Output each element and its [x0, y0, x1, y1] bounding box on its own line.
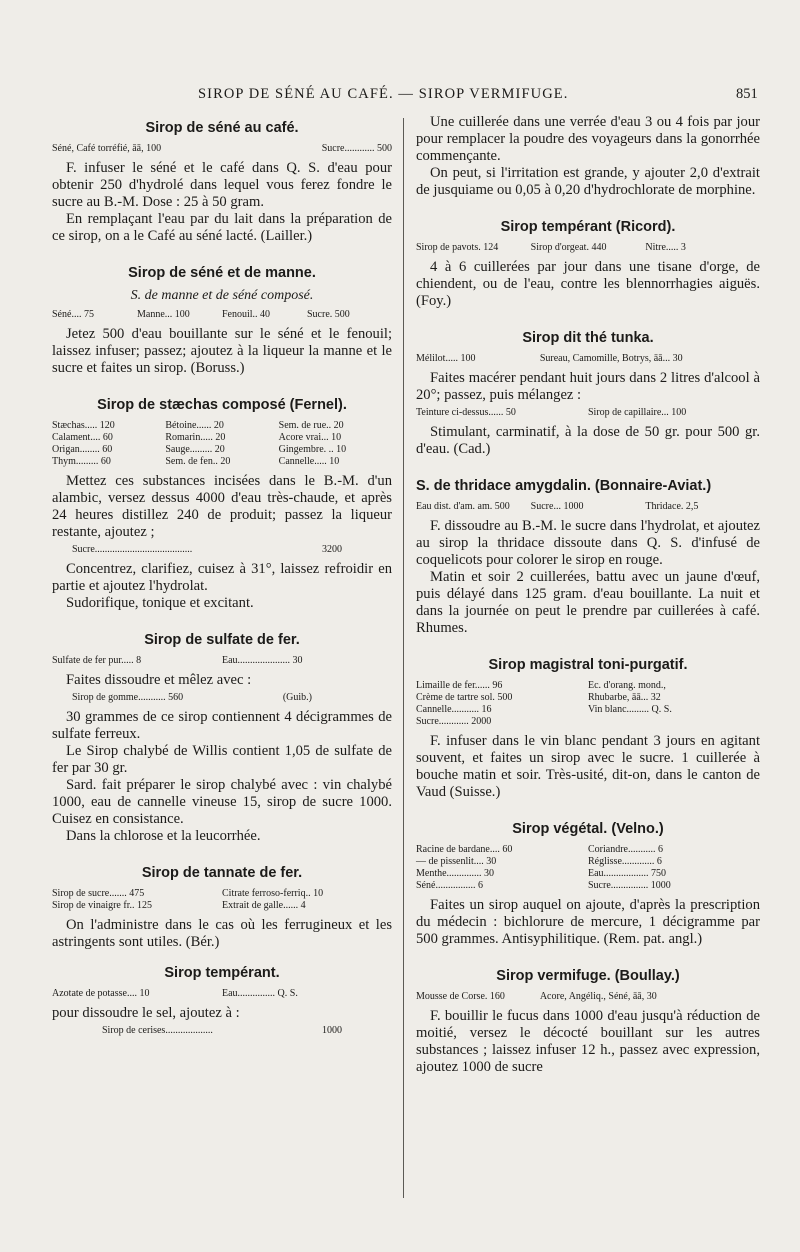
ingredient: Sureau, Camomille, Botrys, āā... 30	[539, 353, 683, 364]
ingredient-qty: 3200	[322, 544, 342, 555]
ingredient: Sucre.......................................	[72, 544, 193, 555]
recipe-vegetal	[416, 821, 760, 948]
page-number: 851	[736, 86, 758, 102]
paragraph: On l'administre dans le cas où les ferrugineux et les astringents sont utiles. (Bér.)	[52, 917, 392, 950]
ingredient: Sucre. 500	[307, 309, 350, 320]
ingredient: Mélilot..... 100	[416, 353, 476, 364]
ingredient: Séné, Café torréfié, āā, 100	[52, 143, 162, 154]
recipe-title: S. de thridace amygdalin. (Bonnaire-Aviat.)	[416, 478, 712, 494]
recipe-sene-cafe	[52, 120, 392, 245]
recipe-toni-purgatif	[416, 657, 760, 801]
ingredient: Sulfate de fer pur..... 8	[52, 655, 142, 666]
ingredient: Sirop de sucre....... 475	[52, 888, 145, 899]
ingredient: Ec. d'orang. mond.,	[588, 680, 666, 691]
ingredient: Sauge......... 20	[165, 444, 225, 455]
ingredient: Manne... 100	[137, 309, 190, 320]
recipe-title: Sirop tempérant (Ricord).	[500, 219, 676, 235]
continuation	[416, 114, 760, 199]
ingredients	[52, 420, 392, 468]
recipe-title: Sirop vermifuge. (Boullay.)	[496, 968, 680, 984]
ingredient: Réglisse............. 6	[588, 856, 662, 867]
right-column	[416, 114, 760, 1076]
paragraph: On peut, si l'irritation est grande, y ajouter 2,0 d'extrait de jusquiame ou 0,05 à 0,20 d'hydrochlorate de morphine.	[416, 165, 760, 198]
ingredient	[588, 716, 760, 728]
ingredients	[416, 407, 760, 419]
ingredient: Bétoine...... 20	[165, 420, 224, 431]
ingredient: Thridace. 2,5	[645, 501, 699, 512]
ingredients	[52, 888, 392, 912]
paragraph: Mettez ces substances incisées dans le B.-M. d'un alambic, versez dessus 4000 d'eau très-chaude, et après 24 heures distillez 240 de produit; passez la liqueur restante, ajoutez ;	[52, 473, 392, 540]
ingredients	[52, 544, 392, 556]
ingredient: Origan........ 60	[52, 444, 113, 455]
ingredients	[52, 309, 392, 321]
recipe-title: Sirop tempérant.	[164, 965, 280, 981]
recipe-thridace	[416, 478, 760, 637]
ingredient: Eau.................. 750	[588, 868, 667, 879]
paragraph: F. infuser dans le vin blanc pendant 3 jours en agitant souvent, et faites un sirop avec le sucre. 1 cuillerée à bouche matin et soir. Très-usité, dit-on, dans le canton de Vaud (Suisse.)	[416, 733, 760, 800]
ingredient: Sem. de fen.. 20	[165, 456, 231, 467]
paragraph: En remplaçant l'eau par du lait dans la préparation de ce sirop, on a le Café au séné lacté. (Lailler.)	[52, 211, 392, 244]
ingredient: Sirop de pavots. 124	[416, 242, 499, 253]
ingredients	[52, 655, 392, 667]
running-header	[0, 86, 800, 110]
ingredient: Sirop de cerises...................	[102, 1025, 213, 1036]
ingredients	[416, 680, 760, 728]
ingredient: Sucre............ 2000	[416, 716, 492, 727]
recipe-title: Sirop magistral toni-purgatif.	[488, 657, 688, 673]
ingredient: Fenouil.. 40	[222, 309, 271, 320]
ingredient: Racine de bardane.... 60	[416, 844, 513, 855]
ingredients	[416, 242, 760, 254]
recipe-temperant	[52, 965, 392, 1037]
ingredient: Limaille de fer...... 96	[416, 680, 503, 691]
ingredient: Séné................ 6	[416, 880, 483, 891]
paragraph: F. dissoudre au B.-M. le sucre dans l'hydrolat, et ajoutez au sirop la thridace dissoute dans Q. S. d'infusé de coquelicots pour colorer le sirop en rouge.	[416, 518, 760, 568]
paragraph: Matin et soir 2 cuillerées, battu avec un jaune d'œuf, puis délayé dans 125 gram. d'eau bouillante. La nuit et dans la journée on peut le prendre par cuillerées à café. Rhumes.	[416, 569, 760, 636]
paragraph: Concentrez, clarifiez, cuisez à 31°, laissez refroidir en partie et ajoutez l'hydrolat.	[52, 561, 392, 594]
ingredient: Calament.... 60	[52, 432, 113, 443]
left-column	[52, 114, 392, 1042]
ingredient: Sirop de gomme........... 560	[72, 692, 184, 703]
ingredient: Sucre............ 500	[321, 143, 392, 154]
recipe-title: Sirop dit thé tunka.	[522, 330, 654, 346]
recipe-sulfate-fer	[52, 632, 392, 845]
recipe-title: Sirop végétal. (Velno.)	[512, 821, 664, 837]
ingredient: Sem. de rue.. 20	[278, 420, 344, 431]
ingredient: Cannelle........... 16	[416, 704, 492, 715]
ingredient: Vin blanc......... Q. S.	[588, 704, 672, 715]
ingredient-qty: 1000	[322, 1025, 342, 1036]
ingredient: Eau..................... 30	[222, 655, 303, 666]
recipe-tannate-fer	[52, 865, 392, 951]
ingredient: Eau............... Q. S.	[222, 988, 298, 999]
ingredient: Nitre..... 3	[645, 242, 686, 253]
ingredient: Crème de tartre sol. 500	[416, 692, 513, 703]
paragraph: Sudorifique, tonique et excitant.	[66, 595, 254, 611]
ingredients	[52, 143, 392, 155]
paragraph: Jetez 500 d'eau bouillante sur le séné et le fenouil; laissez infuser; passez; ajoutez à la liqueur la manne et le sucre et faites un sirop. (Boruss.)	[52, 326, 392, 376]
ingredient: Séné.... 75	[52, 309, 94, 320]
paragraph: Faites macérer pendant huit jours dans 2 litres d'alcool à 20°; passez, puis mélangez :	[416, 370, 760, 403]
ingredient: Gingembre. .. 10	[278, 444, 347, 455]
recipe-the-tunka	[416, 330, 760, 458]
paragraph: Dans la chlorose et la leucorrhée.	[66, 828, 261, 844]
paragraph: Stimulant, carminatif, à la dose de 50 gr. pour 500 gr. d'eau. (Cad.)	[416, 424, 760, 457]
ingredients	[416, 501, 760, 513]
ingredient: Sirop de vinaigre fr.. 125	[52, 900, 152, 911]
ingredients	[416, 844, 760, 892]
recipe-title: Sirop de séné et de manne.	[128, 265, 316, 281]
recipe-title: Sirop de tannate de fer.	[141, 865, 303, 881]
paragraph: Faites dissoudre et mêlez avec :	[66, 672, 252, 688]
ingredient: Sirop d'orgeat. 440	[530, 242, 607, 253]
ingredient: Thym......... 60	[52, 456, 111, 467]
paragraph: Une cuillerée dans une verrée d'eau 3 ou 4 fois par jour pour remplacer la poudre des voyageurs dans la gonorrhée commençante.	[416, 114, 760, 164]
paragraph: F. infuser le séné et le café dans Q. S. d'eau pour obtenir 250 d'hydrolé dans lequel vous ferez fondre le sucre au B.-M. Dose : 25 à 50 gram.	[52, 160, 392, 210]
recipe-title: Sirop de stæchas composé (Fernel).	[97, 397, 347, 413]
ingredients	[52, 1025, 392, 1037]
ingredient: Rhubarbe, āā... 32	[588, 692, 661, 703]
ingredient: Sucre... 1000	[530, 501, 584, 512]
ingredient: Eau dist. d'am. am. 500	[416, 501, 510, 512]
header-title: SIROP DE SÉNÉ AU CAFÉ. — SIROP VERMIFUGE.	[198, 86, 569, 102]
ingredient: — de pissenlit.... 30	[416, 856, 497, 867]
recipe-sene-manne	[52, 265, 392, 377]
paragraph: pour dissoudre le sel, ajoutez à :	[52, 1005, 240, 1021]
ingredient-source: (Guib.)	[282, 692, 312, 703]
ingredients	[52, 692, 392, 704]
ingredient: Menthe.............. 30	[416, 868, 495, 879]
paragraph: Sard. fait préparer le sirop chalybé avec : vin chalybé 1000, eau de cannelle vineuse 15, sirop de sucre 1000. Cuisez en consistance.	[52, 777, 392, 827]
paragraph: Le Sirop chalybé de Willis contient 1,05 de sulfate de fer par 30 gr.	[52, 743, 392, 776]
ingredient: Mousse de Corse. 160	[416, 991, 505, 1002]
recipe-title: Sirop de séné au café.	[145, 120, 299, 136]
ingredients	[416, 991, 760, 1003]
ingredient: Citrate ferroso-ferriq.. 10	[222, 888, 324, 899]
recipe-temperant-ricord	[416, 219, 760, 310]
ingredient: Teinture ci-dessus...... 50	[416, 407, 516, 418]
paragraph: 30 grammes de ce sirop contiennent 4 décigrammes de sulfate ferreux.	[52, 709, 392, 742]
ingredient: Acore vrai... 10	[278, 432, 342, 443]
column-divider	[403, 118, 404, 1198]
paragraph: F. bouillir le fucus dans 1000 d'eau jusqu'à réduction de moitié, versez le décocté bouillant sur les autres substances ; laissez infuser 12 h., passez avec expression, ajoutez 1000 de sucre	[416, 1008, 760, 1075]
ingredient: Cannelle..... 10	[278, 456, 340, 467]
recipe-staechas	[52, 397, 392, 612]
paragraph: Faites un sirop auquel on ajoute, d'après la prescription du médecin : bichlorure de mercure, 1 décigramme par 500 grammes. Antisyphilitique. (Rem. pat. angl.)	[416, 897, 760, 947]
ingredient: Azotate de potasse.... 10	[52, 988, 150, 999]
recipe-title: Sirop de sulfate de fer.	[144, 632, 300, 648]
ingredient: Stæchas..... 120	[52, 420, 115, 431]
ingredient: Romarin..... 20	[165, 432, 226, 443]
ingredients	[52, 988, 392, 1000]
ingredient: Acore, Angéliq., Séné, āā, 30	[539, 991, 657, 1002]
ingredient: Sirop de capillaire... 100	[588, 407, 687, 418]
ingredient: Sucre............... 1000	[588, 880, 671, 891]
ingredients	[416, 353, 760, 365]
recipe-subtitle: S. de manne et de séné composé.	[130, 288, 314, 303]
ingredient: Extrait de galle...... 4	[222, 900, 306, 911]
recipe-vermifuge	[416, 968, 760, 1076]
paragraph: 4 à 6 cuillerées par jour dans une tisane d'orge, de chiendent, ou de l'eau, contre les blennorrhagies aiguës. (Foy.)	[416, 259, 760, 309]
ingredient: Coriandre........... 6	[588, 844, 663, 855]
